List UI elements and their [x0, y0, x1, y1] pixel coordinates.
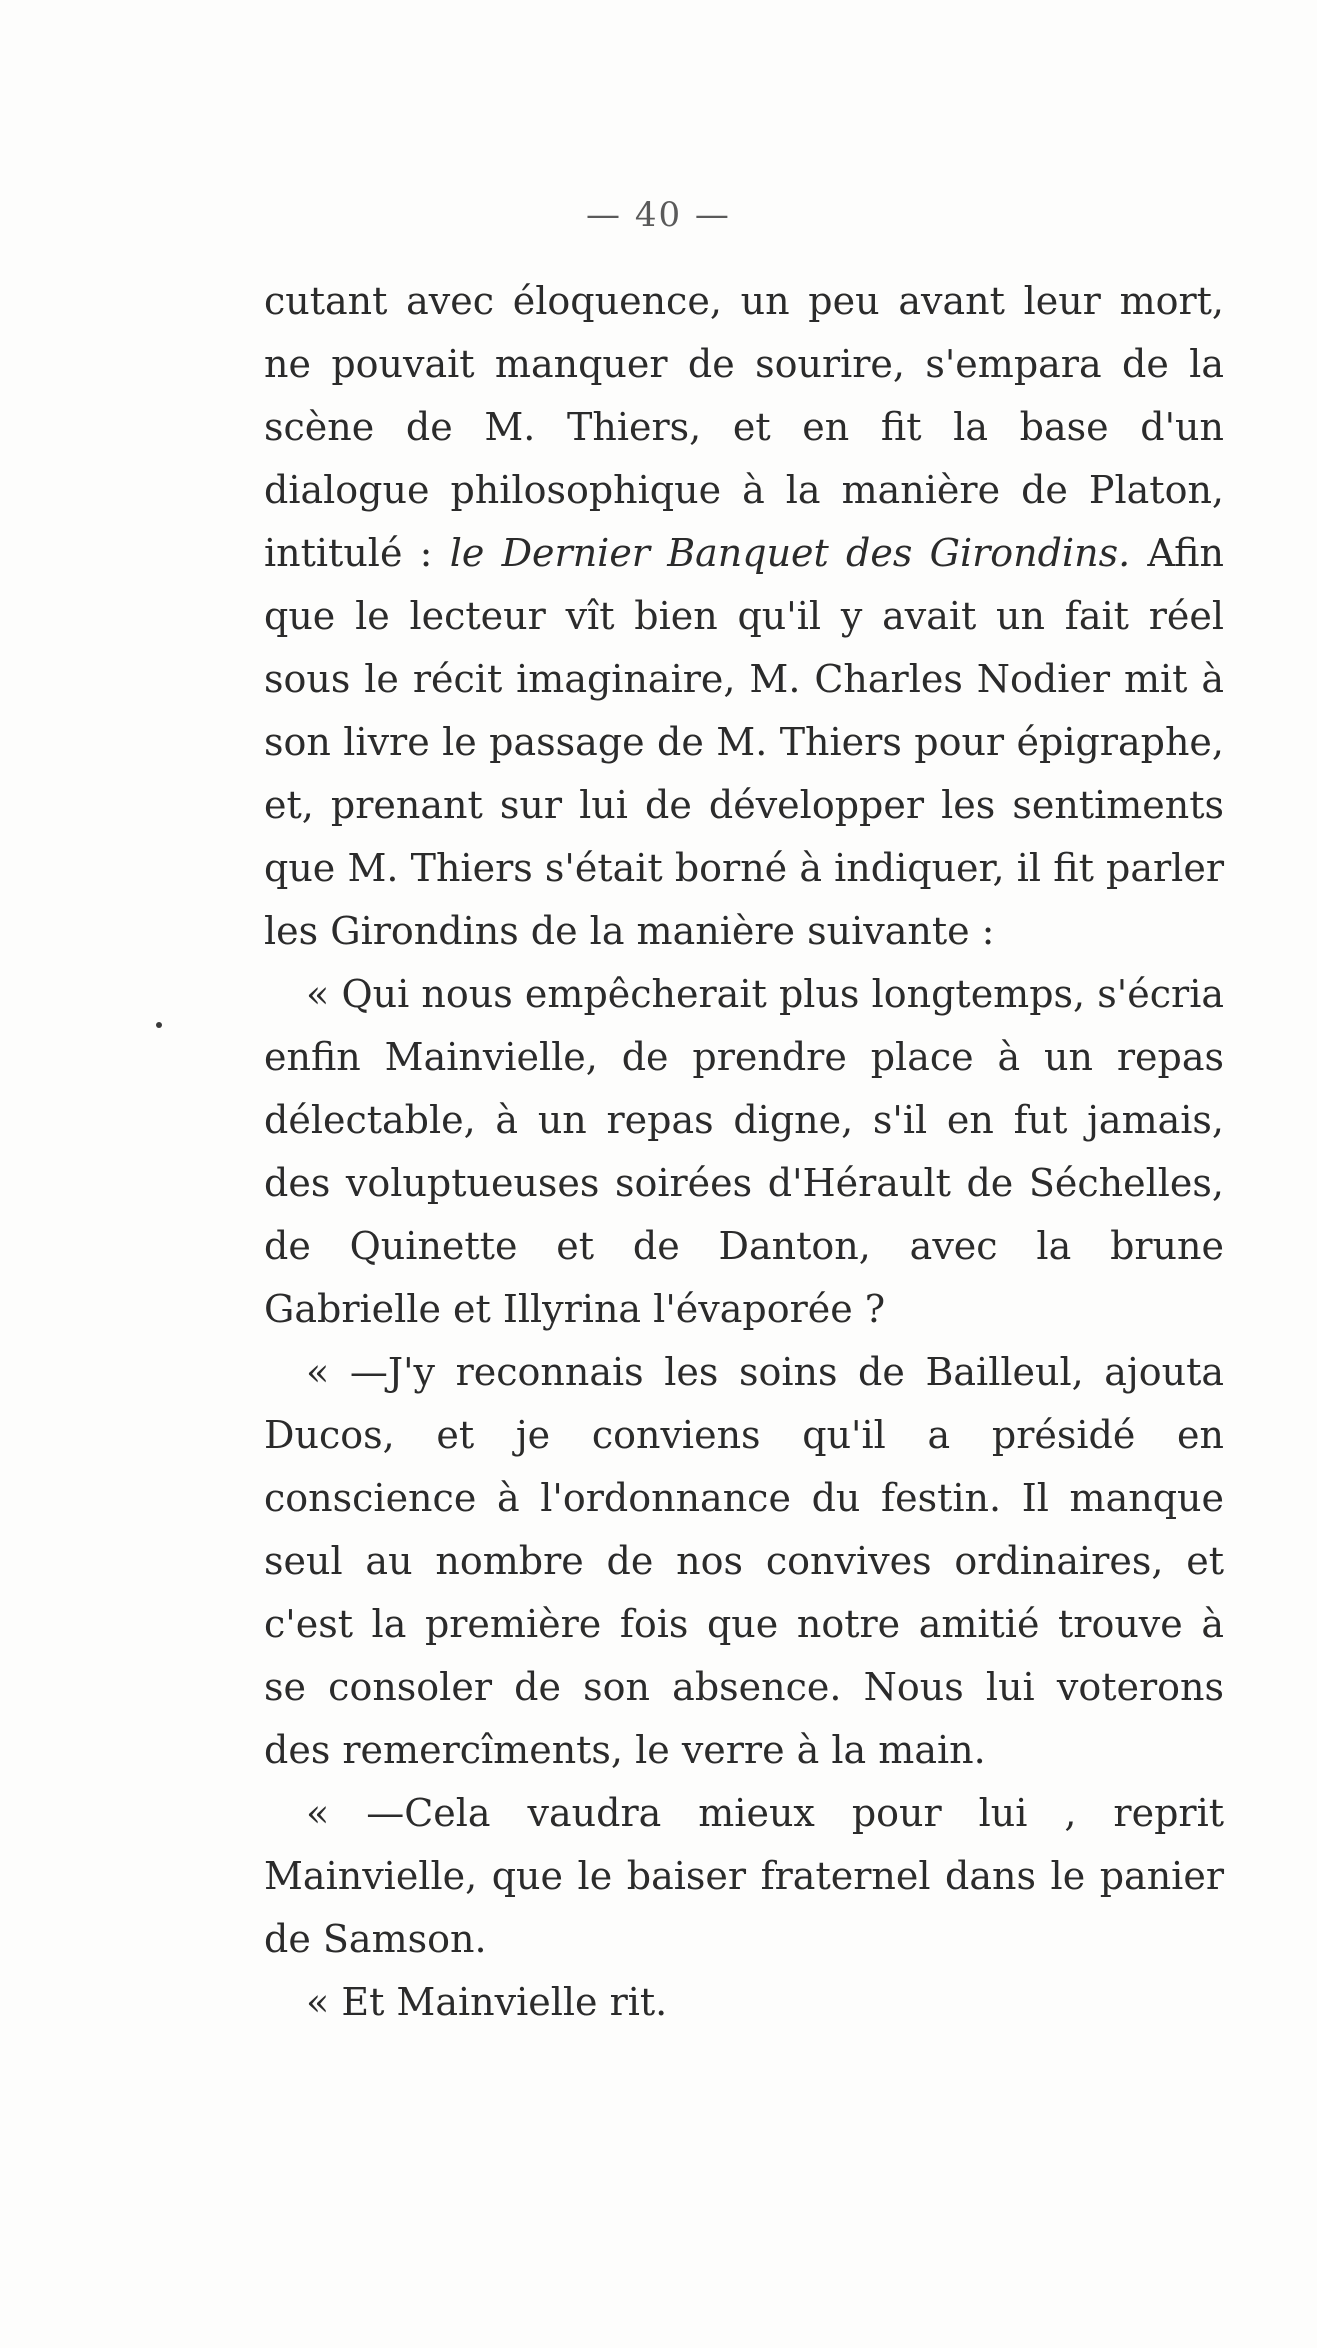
paragraph-1-text-b: Afin que le lecteur vît bien qu'il y avait un fait réel sous le récit imaginaire, M. Charles Nodier mit à son livre le passage de M. Thiers pour épigraphe, et, prenant sur lui de développer les sentiments que M. Thiers s'était borné à indiquer, il fit parler les Girondins de la manière suivante : — [264, 531, 1224, 953]
paragraph-4: « —Cela vaudra mieux pour lui , reprit Mainvielle, que le baiser fraternel dans le panier de Samson. — [264, 1791, 1224, 1961]
book-title: le Dernier Banquet des Girondins. — [449, 531, 1131, 575]
paragraph-1-text-a: cutant avec éloquence, un peu avant leur mort, ne pouvait manquer de sourire, s'empara de la scène de M. Thiers, et en fit la base d'un dialogue philosophique à la manière de Platon, intitulé : — [264, 279, 1224, 575]
ink-speck — [156, 1022, 162, 1028]
paragraph-1 — [264, 270, 1224, 963]
body-text — [264, 270, 1224, 2034]
paragraph-2: « Qui nous empêcherait plus longtemps, s'écria enfin Mainvielle, de prendre place à un repas délectable, à un repas digne, s'il en fut jamais, des voluptueuses soirées d'Hérault de Séchelles, de Quinette et de Danton, avec la brune Gabrielle et Illyrina l'évaporée ? — [264, 972, 1224, 1331]
paragraph-3: « —J'y reconnais les soins de Bailleul, ajouta Ducos, et je conviens qu'il a présidé en conscience à l'ordonnance du festin. Il manque seul au nombre de nos convives ordinaires, et c'est la première fois que notre amitié trouve à se consoler de son absence. Nous lui voterons des remercîments, le verre à la main. — [264, 1350, 1224, 1772]
paragraph-5: « Et Mainvielle rit. — [306, 1980, 668, 2024]
page-number: — 40 — — [586, 195, 731, 235]
